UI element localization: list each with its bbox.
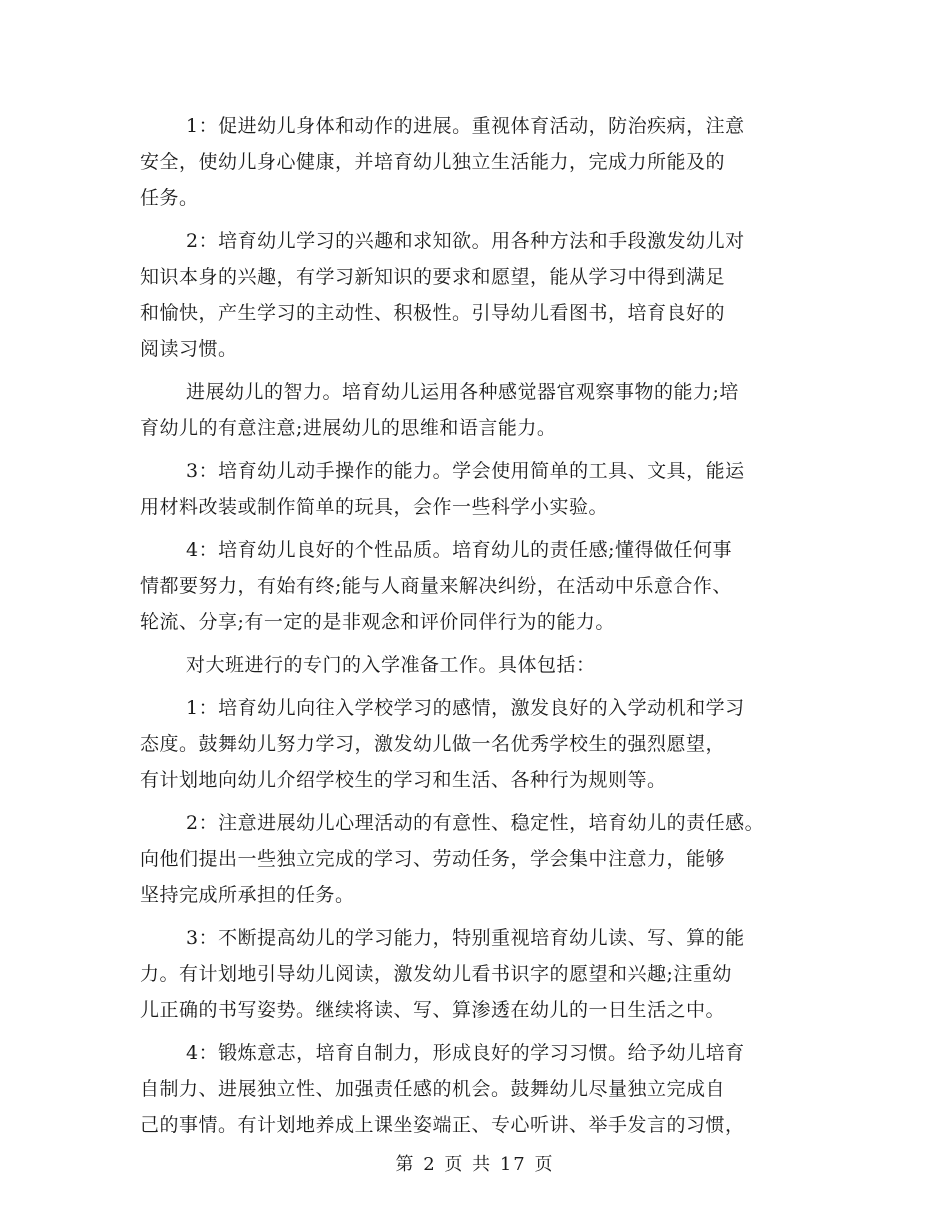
text-line: 4：锻炼意志，培育自制力，形成良好的学习习惯。给予幼儿培育 (186, 1042, 745, 1064)
text-line: 任务。 (140, 187, 199, 209)
text-line: 情都要努力，有始有终;能与人商量来解决纠纷，在活动中乐意合作、 (140, 575, 732, 597)
paragraph-6 (140, 647, 830, 683)
page-number-footer: 第 2 页 共 17 页 (395, 1154, 555, 1175)
paragraph-10 (140, 1035, 830, 1143)
text-line: 儿正确的书写姿势。继续将读、写、算渗透在幼儿的一日生活之中。 (140, 999, 726, 1021)
text-line: 对大班进行的专门的入学准备工作。具体包括： (186, 654, 596, 676)
text-line: 向他们提出一些独立完成的学习、劳动任务，学会集中注意力，能够 (140, 848, 726, 870)
text-line: 4：培育幼儿良好的个性品质。培育幼儿的责任感;懂得做任何事 (186, 539, 732, 561)
text-line: 安全，使幼儿身心健康，并培育幼儿独立生活能力，完成力所能及的 (140, 151, 726, 173)
text-line: 己的事情。有计划地养成上课坐姿端正、专心听讲、举手发言的习惯， (140, 1114, 745, 1136)
paragraph-1 (140, 108, 830, 216)
text-line: 阅读习惯。 (140, 338, 238, 360)
text-line: 2：培育幼儿学习的兴趣和求知欲。用各种方法和手段激发幼儿对 (186, 230, 745, 252)
paragraph-8 (140, 805, 830, 913)
text-line: 知识本身的兴趣，有学习新知识的要求和愿望，能从学习中得到满足 (140, 266, 726, 288)
text-line: 轮流、分享;有一定的是非观念和评价同伴行为的能力。 (140, 611, 615, 633)
text-line: 1：培育幼儿向往入学校学习的感情，激发良好的入学动机和学习 (186, 697, 745, 719)
text-line: 3：培育幼儿动手操作的能力。学会使用简单的工具、文具，能运 (186, 460, 745, 482)
document-body (140, 108, 830, 1150)
text-line: 有计划地向幼儿介绍学校生的学习和生活、各种行为规则等。 (140, 769, 667, 791)
text-line: 1：促进幼儿身体和动作的进展。重视体育活动，防治疾病，注意 (186, 115, 745, 137)
text-line: 进展幼儿的智力。培育幼儿运用各种感觉器官观察事物的能力;培 (186, 381, 739, 403)
text-line: 2：注意进展幼儿心理活动的有意性、稳定性，培育幼儿的责任感。 (186, 812, 765, 834)
text-line: 态度。鼓舞幼儿努力学习，激发幼儿做一名优秀学校生的强烈愿望， (140, 733, 726, 755)
text-line: 力。有计划地引导幼儿阅读，激发幼儿看书识字的愿望和兴趣;注重幼 (140, 963, 732, 985)
paragraph-2 (140, 223, 830, 367)
paragraph-4 (140, 453, 830, 525)
paragraph-3 (140, 374, 830, 446)
paragraph-9 (140, 920, 830, 1028)
text-line: 坚持完成所承担的任务。 (140, 884, 355, 906)
text-line: 3：不断提高幼儿的学习能力，特别重视培育幼儿读、写、算的能 (186, 927, 745, 949)
text-line: 和愉快，产生学习的主动性、积极性。引导幼儿看图书，培育良好的 (140, 302, 726, 324)
text-line: 用材料改装或制作简单的玩具，会作一些科学小实验。 (140, 496, 609, 518)
text-line: 自制力、进展独立性、加强责任感的机会。鼓舞幼儿尽量独立完成自 (140, 1078, 726, 1100)
text-line: 育幼儿的有意注意;进展幼儿的思维和语言能力。 (140, 417, 557, 439)
paragraph-7 (140, 690, 830, 798)
paragraph-5 (140, 532, 830, 640)
